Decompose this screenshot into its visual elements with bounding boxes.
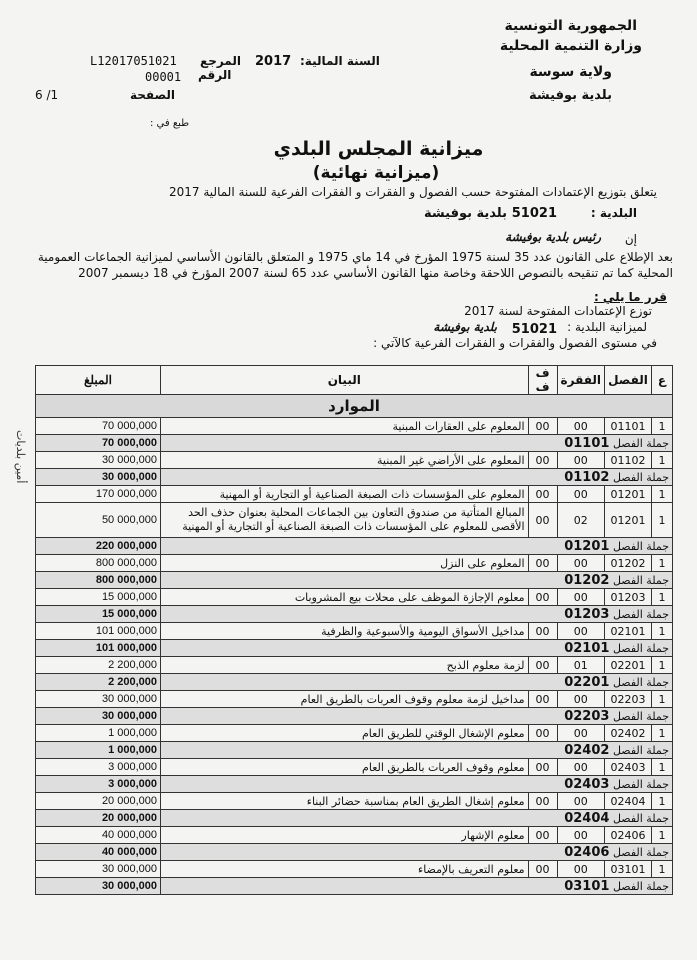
total-chapter-code: 02203 — [564, 708, 610, 724]
table-row — [36, 725, 673, 742]
levels-text: في مستوى الفصول والفقرات و الفقرات الفرعية كالآتي : — [373, 336, 657, 350]
row-sub-paragraph: 00 — [528, 793, 557, 810]
total-chapter-code: 01101 — [564, 435, 610, 451]
chapter-total-row — [36, 469, 673, 486]
header-e: ع — [652, 366, 673, 395]
row-amount: 20 000,000 — [36, 793, 161, 810]
chapter-total-row — [36, 844, 673, 861]
budget-code: 51021 — [511, 322, 557, 337]
page-subtitle: (ميزانية نهائية) — [312, 163, 440, 183]
row-description: معلوم إشغال الطريق العام بمناسبة حضائر البناء — [161, 793, 529, 810]
row-description: معلوم التعريف بالإمضاء — [161, 861, 529, 878]
chapter-total-row — [36, 878, 673, 895]
president-name: رئيس بلدية بوفيشة — [505, 230, 601, 244]
page-value: 6 /1 — [35, 88, 59, 102]
total-description — [161, 742, 673, 759]
section-title: الموارد — [36, 395, 673, 418]
row-e: 1 — [652, 623, 673, 640]
row-sub-paragraph: 00 — [528, 827, 557, 844]
fiscal-year-value: 2017 — [255, 54, 292, 69]
row-chapter: 01101 — [605, 418, 652, 435]
number-value: 00001 — [145, 70, 182, 84]
row-description: لزمة معلوم الذبح — [161, 657, 529, 674]
row-e: 1 — [652, 827, 673, 844]
total-description — [161, 572, 673, 589]
total-label: جملة الفصل — [612, 811, 669, 825]
table-row — [36, 589, 673, 606]
total-chapter-code: 02403 — [564, 776, 610, 792]
row-description: معلوم الإشهار — [161, 827, 529, 844]
header-chapter: الفصل — [605, 366, 652, 395]
total-label: جملة الفصل — [612, 641, 669, 655]
budget-line-label: لميزانية البلدية : — [567, 320, 647, 334]
total-description — [161, 878, 673, 895]
legal-preamble: بعد الإطلاع على القانون عدد 35 لسنة 1975 المؤرخ في 14 ماي 1975 و المتعلق بالقانون الأساسي لميزانية الجماعات العمومية المحلية كما تم تنقيحه بالنصوص اللاحقة وخاصة منها القانون الأساسي عدد 65 لسنة 2007 المؤرخ في 18 ديسمبر 2007 — [37, 250, 673, 280]
chapter-total-row — [36, 572, 673, 589]
total-description — [161, 538, 673, 555]
table-row — [36, 623, 673, 640]
budget-municipality: بلدية بوفيشة — [433, 320, 497, 334]
row-description: المعلوم على العقارات المبنية — [161, 418, 529, 435]
row-paragraph: 02 — [557, 503, 604, 538]
row-sub-paragraph: 00 — [528, 623, 557, 640]
row-sub-paragraph: 00 — [528, 452, 557, 469]
inna-text: إن — [624, 232, 637, 246]
row-paragraph: 00 — [557, 827, 604, 844]
municipality-name: بلدية بوفيشة — [529, 88, 612, 103]
row-description: معلوم الإجازة الموظف على محلات بيع المشروبات — [161, 589, 529, 606]
table-row — [36, 486, 673, 503]
budget-table — [35, 365, 673, 895]
row-amount: 30 000,000 — [36, 691, 161, 708]
row-amount: 50 000,000 — [36, 503, 161, 538]
reference-value: L12017051021 — [90, 54, 177, 68]
row-e: 1 — [652, 691, 673, 708]
page-label: الصفحة — [130, 88, 176, 102]
total-label: جملة الفصل — [612, 607, 669, 621]
total-label: جملة الفصل — [612, 845, 669, 859]
table-row — [36, 503, 673, 538]
number-label: الرقم — [198, 68, 232, 82]
decision-heading: قرر ما يلي : — [593, 290, 667, 304]
row-sub-paragraph: 00 — [528, 486, 557, 503]
total-amount: 30 000,000 — [36, 878, 161, 895]
row-description: مداخيل الأسواق اليومية والأسبوعية والظرفية — [161, 623, 529, 640]
country-name: الجمهورية التونسية — [504, 18, 637, 34]
row-amount: 15 000,000 — [36, 589, 161, 606]
total-chapter-code: 02406 — [564, 844, 610, 860]
row-description: المعلوم على الأراضي غير المبنية — [161, 452, 529, 469]
table-row — [36, 793, 673, 810]
row-sub-paragraph: 00 — [528, 555, 557, 572]
row-chapter: 01203 — [605, 589, 652, 606]
header-paragraph: الفقرة — [557, 366, 604, 395]
table-header-row — [36, 366, 673, 395]
row-description: مداخيل لزمة معلوم وقوف العربات بالطريق العام — [161, 691, 529, 708]
total-amount: 40 000,000 — [36, 844, 161, 861]
total-amount: 30 000,000 — [36, 469, 161, 486]
row-paragraph: 01 — [557, 657, 604, 674]
row-chapter: 01201 — [605, 503, 652, 538]
total-chapter-code: 01203 — [564, 606, 610, 622]
table-row — [36, 418, 673, 435]
total-label: جملة الفصل — [612, 709, 669, 723]
chapter-total-row — [36, 776, 673, 793]
row-chapter: 01202 — [605, 555, 652, 572]
row-description: المبالغ المتأتية من صندوق التعاون بين الجماعات المحلية بعنوان حذف الحد الأقصى للمعلوم على المؤسسات ذات الصبغة الصناعية أو التجارية أو المهنية — [161, 503, 529, 538]
table-row — [36, 555, 673, 572]
total-chapter-code: 01102 — [564, 469, 610, 485]
row-amount: 30 000,000 — [36, 861, 161, 878]
municipality-label: البلدية : — [590, 206, 637, 220]
row-paragraph: 00 — [557, 793, 604, 810]
row-description: معلوم وقوف العربات بالطريق العام — [161, 759, 529, 776]
row-paragraph: 00 — [557, 623, 604, 640]
total-chapter-code: 02101 — [564, 640, 610, 656]
row-paragraph: 00 — [557, 418, 604, 435]
row-chapter: 02402 — [605, 725, 652, 742]
row-amount: 101 000,000 — [36, 623, 161, 640]
row-chapter: 02201 — [605, 657, 652, 674]
row-sub-paragraph: 00 — [528, 759, 557, 776]
row-e: 1 — [652, 486, 673, 503]
document-description: يتعلق بتوزيع الإعتمادات المفتوحة حسب الفصول و الفقرات و الفقرات الفرعية للسنة المالية 2017 — [169, 185, 657, 199]
row-sub-paragraph: 00 — [528, 503, 557, 538]
row-sub-paragraph: 00 — [528, 589, 557, 606]
chapter-total-row — [36, 435, 673, 452]
row-e: 1 — [652, 589, 673, 606]
table-row — [36, 452, 673, 469]
table-row — [36, 861, 673, 878]
row-paragraph: 00 — [557, 452, 604, 469]
row-e: 1 — [652, 861, 673, 878]
printed-on: طبع في : — [150, 118, 190, 129]
row-paragraph: 00 — [557, 691, 604, 708]
row-paragraph: 00 — [557, 725, 604, 742]
total-amount: 2 200,000 — [36, 674, 161, 691]
row-chapter: 01201 — [605, 486, 652, 503]
total-description — [161, 640, 673, 657]
row-sub-paragraph: 00 — [528, 657, 557, 674]
row-paragraph: 00 — [557, 589, 604, 606]
row-chapter: 02101 — [605, 623, 652, 640]
total-chapter-code: 03101 — [564, 878, 610, 894]
total-description — [161, 776, 673, 793]
chapter-total-row — [36, 606, 673, 623]
header-sub-paragraph: ف ف — [528, 366, 557, 395]
row-amount: 40 000,000 — [36, 827, 161, 844]
row-e: 1 — [652, 452, 673, 469]
row-paragraph: 00 — [557, 759, 604, 776]
chapter-total-row — [36, 640, 673, 657]
distribution-text: توزع الإعتمادات المفتوحة لسنة 2017 — [464, 304, 652, 318]
row-e: 1 — [652, 759, 673, 776]
table-row — [36, 827, 673, 844]
row-chapter: 02404 — [605, 793, 652, 810]
row-e: 1 — [652, 657, 673, 674]
section-row — [36, 395, 673, 418]
ministry-name: وزارة التنمية المحلية — [499, 38, 642, 54]
row-sub-paragraph: 00 — [528, 861, 557, 878]
total-amount: 101 000,000 — [36, 640, 161, 657]
side-stamp: أمين بلديات — [14, 430, 27, 484]
row-paragraph: 00 — [557, 486, 604, 503]
row-sub-paragraph: 00 — [528, 418, 557, 435]
row-amount: 30 000,000 — [36, 452, 161, 469]
row-chapter: 02203 — [605, 691, 652, 708]
total-amount: 3 000,000 — [36, 776, 161, 793]
total-amount: 1 000,000 — [36, 742, 161, 759]
row-e: 1 — [652, 555, 673, 572]
row-chapter: 01102 — [605, 452, 652, 469]
total-chapter-code: 01202 — [564, 572, 610, 588]
total-label: جملة الفصل — [612, 675, 669, 689]
row-e: 1 — [652, 725, 673, 742]
chapter-total-row — [36, 674, 673, 691]
total-chapter-code: 02402 — [564, 742, 610, 758]
header-description: البيان — [161, 366, 529, 395]
total-chapter-code: 02404 — [564, 810, 610, 826]
row-amount: 170 000,000 — [36, 486, 161, 503]
reference-label: المرجع — [200, 54, 241, 68]
row-paragraph: 00 — [557, 861, 604, 878]
row-e: 1 — [652, 418, 673, 435]
total-label: جملة الفصل — [612, 777, 669, 791]
total-description — [161, 708, 673, 725]
total-label: جملة الفصل — [612, 539, 669, 553]
total-description — [161, 674, 673, 691]
row-sub-paragraph: 00 — [528, 691, 557, 708]
row-amount: 3 000,000 — [36, 759, 161, 776]
governorate-name: ولاية سوسة — [529, 64, 612, 80]
row-paragraph: 00 — [557, 555, 604, 572]
header-amount: المبلغ — [36, 366, 161, 395]
total-label: جملة الفصل — [612, 743, 669, 757]
total-description — [161, 469, 673, 486]
row-amount: 2 200,000 — [36, 657, 161, 674]
total-label: جملة الفصل — [612, 470, 669, 484]
total-chapter-code: 01201 — [564, 538, 610, 554]
chapter-total-row — [36, 708, 673, 725]
total-description — [161, 606, 673, 623]
row-e: 1 — [652, 503, 673, 538]
row-amount: 1 000,000 — [36, 725, 161, 742]
row-amount: 70 000,000 — [36, 418, 161, 435]
fiscal-year-label: السنة المالية: — [300, 54, 380, 68]
total-description — [161, 435, 673, 452]
row-amount: 800 000,000 — [36, 555, 161, 572]
total-amount: 70 000,000 — [36, 435, 161, 452]
total-amount: 30 000,000 — [36, 708, 161, 725]
row-description: المعلوم على النزل — [161, 555, 529, 572]
row-description: المعلوم على المؤسسات ذات الصبغة الصناعية أو التجارية أو المهنية — [161, 486, 529, 503]
total-amount: 220 000,000 — [36, 538, 161, 555]
row-chapter: 02406 — [605, 827, 652, 844]
municipality-title: بلدية بوفيشة — [424, 206, 507, 221]
total-label: جملة الفصل — [612, 436, 669, 450]
total-label: جملة الفصل — [612, 879, 669, 893]
chapter-total-row — [36, 538, 673, 555]
row-sub-paragraph: 00 — [528, 725, 557, 742]
chapter-total-row — [36, 810, 673, 827]
total-chapter-code: 02201 — [564, 674, 610, 690]
row-description: معلوم الإشغال الوقتي للطريق العام — [161, 725, 529, 742]
page-title: ميزانية المجلس البلدي — [273, 138, 484, 160]
row-chapter: 02403 — [605, 759, 652, 776]
table-row — [36, 759, 673, 776]
table-row — [36, 657, 673, 674]
row-chapter: 03101 — [605, 861, 652, 878]
total-amount: 15 000,000 — [36, 606, 161, 623]
total-description — [161, 810, 673, 827]
total-amount: 20 000,000 — [36, 810, 161, 827]
chapter-total-row — [36, 742, 673, 759]
row-e: 1 — [652, 793, 673, 810]
table-row — [36, 691, 673, 708]
total-description — [161, 844, 673, 861]
total-label: جملة الفصل — [612, 573, 669, 587]
total-amount: 800 000,000 — [36, 572, 161, 589]
municipality-code: 51021 — [511, 206, 557, 221]
